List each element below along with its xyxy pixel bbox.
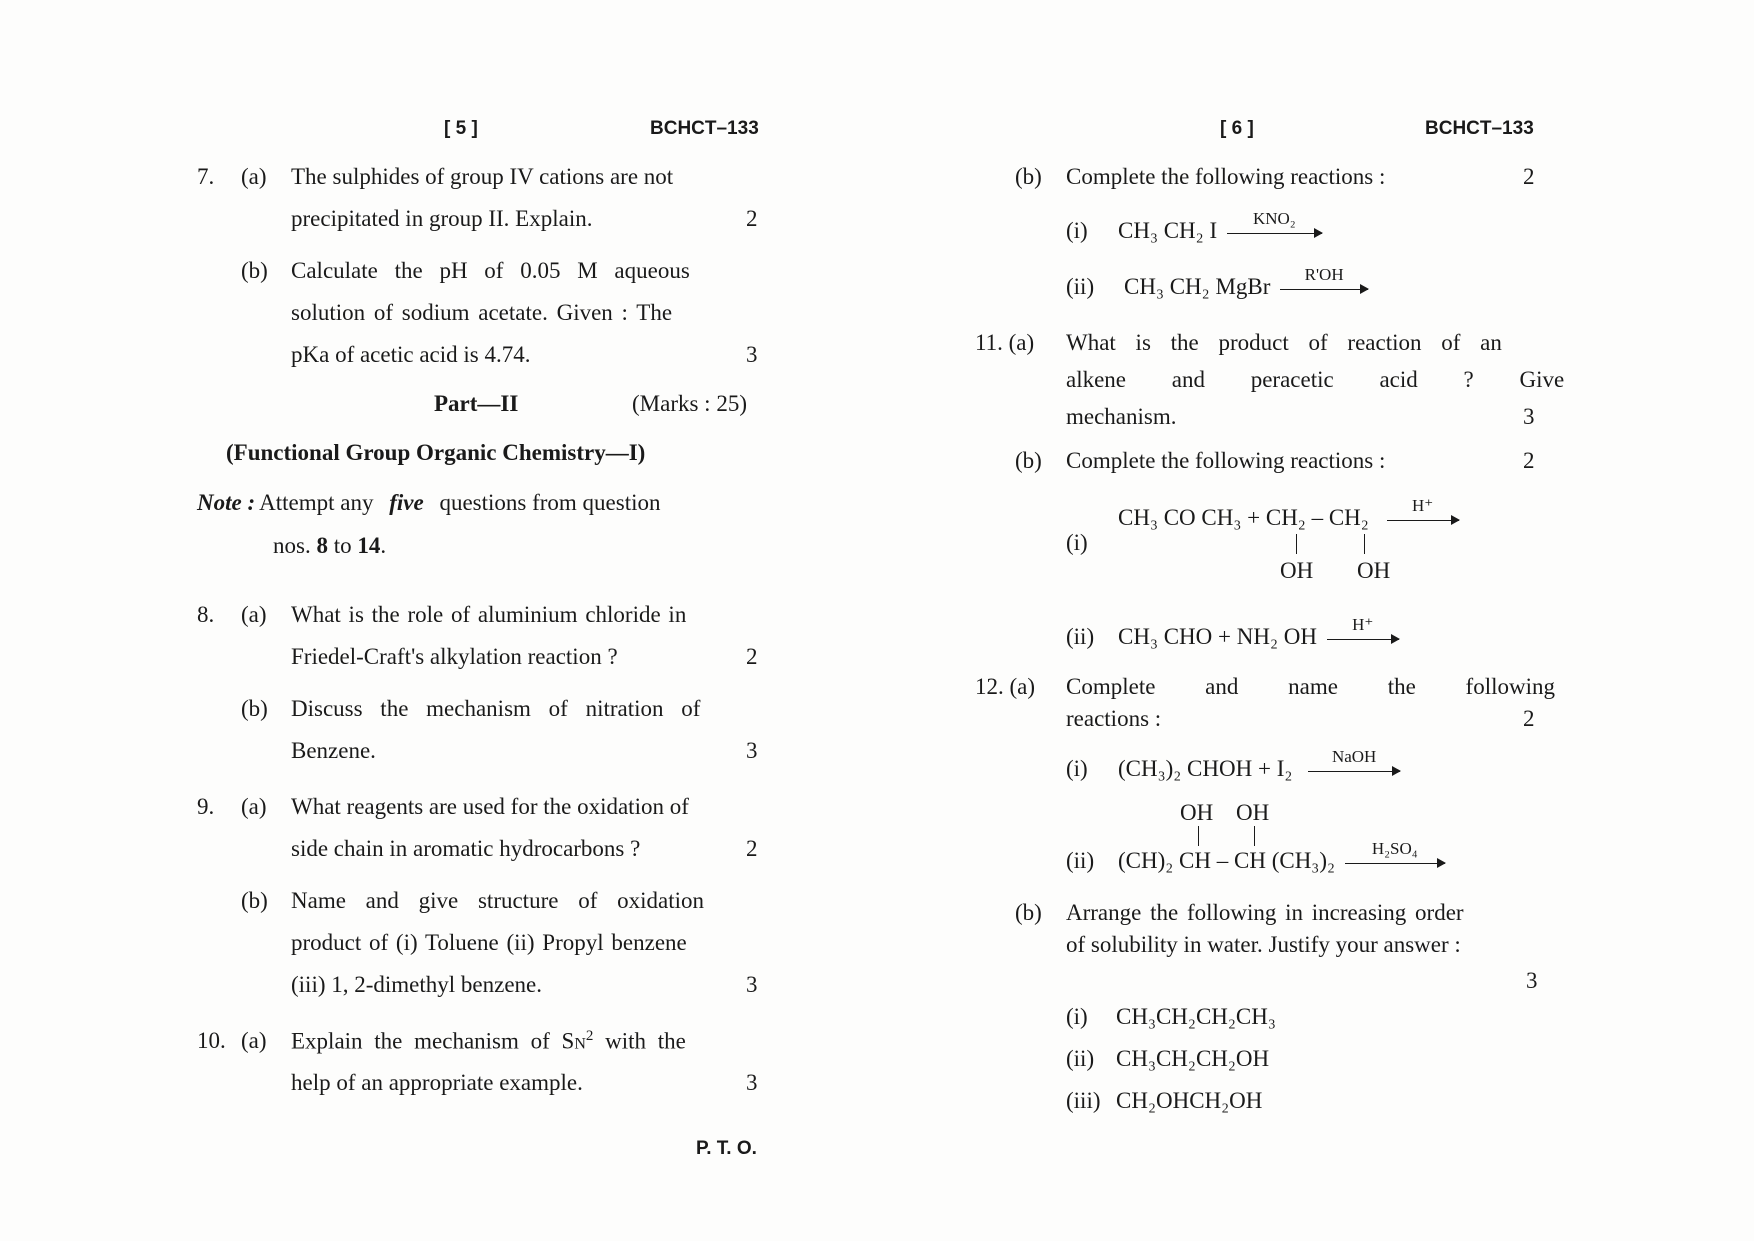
part-marks: (Marks : 25) [632, 391, 747, 416]
hydroxyl-group: OH [1357, 558, 1391, 583]
reaction [1118, 209, 1322, 244]
reaction [1118, 839, 1445, 874]
bond-line [1364, 534, 1365, 554]
sub-label: (a) [241, 794, 267, 819]
reaction [1118, 496, 1459, 531]
question-text [291, 1028, 686, 1055]
list-item: CH₃CH₂CH₂CH₃ [1116, 1004, 1276, 1029]
note-text: . [380, 533, 387, 558]
reactant-formula: (CH)₂ CH – CH (CH₃)₂ [1118, 848, 1335, 873]
question-number: 11. (a) [975, 330, 1035, 355]
marks: 2 [746, 836, 758, 861]
sub-label: (b) [1015, 164, 1042, 189]
note [197, 490, 660, 516]
page-number: [ 6 ] [1220, 118, 1254, 139]
question-text: Complete and name the following [1066, 674, 1555, 699]
sub-label: (b) [241, 258, 268, 283]
reactant-formula: CH₃ CHO + NH₂ OH [1118, 624, 1317, 649]
question-text: Complete the following reactions : [1066, 164, 1386, 189]
list-item: CH₂OHCH₂OH [1116, 1088, 1263, 1113]
note-text: Attempt any [259, 490, 374, 515]
reactant-formula: CH₃ CH₂ MgBr [1124, 274, 1271, 299]
question-text: (iii) 1, 2-dimethyl benzene. [291, 972, 543, 997]
question-text: mechanism. [1066, 404, 1177, 429]
hydroxyl-group: OH [1180, 800, 1214, 825]
note-number: 8 [316, 533, 328, 558]
sub-label: (b) [241, 888, 268, 913]
question-number: 8. [197, 602, 215, 627]
marks: 2 [746, 206, 758, 231]
question-number: 12. (a) [975, 674, 1036, 699]
note-emphasis: five [389, 490, 424, 515]
paper-code: BCHCT–133 [650, 118, 759, 139]
bond-line [1296, 534, 1297, 554]
question-text: What is the product of reaction of an [1066, 330, 1502, 355]
marks: 2 [1523, 448, 1535, 473]
reaction [1118, 747, 1400, 782]
marks: 2 [1523, 164, 1535, 189]
question-text: solution of sodium acetate. Given : The [291, 300, 673, 325]
reagent: H⁺ [1411, 496, 1434, 516]
question-text [291, 164, 765, 190]
question-text: Name and give structure of oxidation [291, 888, 704, 913]
reaction-label: (ii) [1066, 624, 1095, 649]
question-text: of solubility in water. Justify your answer : [1066, 932, 1461, 957]
marks: 2 [1523, 706, 1535, 731]
question-number: 7. [197, 164, 215, 189]
question-number: 10. [197, 1028, 226, 1053]
question-text: Friedel-Craft's alkylation reaction ? [291, 644, 618, 669]
reaction-arrow [1387, 496, 1459, 521]
marks: 3 [1523, 404, 1535, 429]
text-line: The sulphides of group IV cations are not [291, 164, 674, 189]
reagent: R'OH [1304, 265, 1344, 285]
reaction-label: (i) [1066, 756, 1088, 781]
reaction [1124, 265, 1368, 300]
sub-label: (a) [241, 602, 267, 627]
question-text: Calculate the pH of 0.05 M aqueous [291, 258, 690, 283]
arrow-shaft [1387, 520, 1459, 521]
marks: 2 [746, 644, 758, 669]
reagent: KNO₂ [1252, 209, 1296, 229]
marks: 3 [746, 342, 758, 367]
reaction-arrow [1227, 209, 1322, 234]
reaction-label: (ii) [1066, 848, 1095, 873]
arrow-shaft [1227, 233, 1322, 234]
section-heading: (Functional Group Organic Chemistry—I) [226, 440, 646, 465]
question-text: What reagents are used for the oxidation of [291, 794, 689, 819]
reagent: NaOH [1331, 747, 1377, 767]
sub-label: (b) [1015, 900, 1042, 925]
hydroxyl-group: OH [1236, 800, 1270, 825]
question-text: Discuss the mechanism of nitration of [291, 696, 701, 721]
bond-line [1254, 826, 1255, 846]
reagent: H⁺ [1352, 615, 1374, 635]
question-text: precipitated in group II. Explain. [291, 206, 593, 231]
question-text: Arrange the following in increasing order [1066, 900, 1464, 925]
page-number: [ 5 ] [444, 118, 478, 139]
arrow-shaft [1327, 639, 1399, 640]
list-item-label: (ii) [1066, 1046, 1095, 1071]
question-text: pKa of acetic acid is 4.74. [291, 342, 531, 367]
reagent: H₂SO₄ [1371, 839, 1418, 859]
text-part: with the [593, 1028, 686, 1054]
text-part: Explain the mechanism of S [291, 1028, 575, 1054]
part-heading: Part—II [434, 391, 519, 416]
list-item: CH₃CH₂CH₂OH [1116, 1046, 1270, 1071]
list-item-label: (iii) [1066, 1088, 1101, 1113]
list-item-label: (i) [1066, 1004, 1088, 1029]
note-text: to [333, 533, 352, 558]
bond-line [1198, 826, 1199, 846]
reaction-label: (i) [1066, 530, 1088, 555]
note-line-2 [273, 533, 386, 559]
marks: 3 [1526, 968, 1538, 993]
superscript: 2 [585, 1028, 594, 1044]
pto-label: P. T. O. [696, 1138, 757, 1159]
note-text: nos. [273, 533, 311, 558]
sub-label: (b) [1015, 448, 1042, 473]
reaction-label: (i) [1066, 218, 1088, 243]
question-text: What is the role of aluminium chloride in [291, 602, 687, 627]
note-text: questions from question [439, 490, 661, 515]
reaction-arrow [1308, 747, 1400, 772]
arrow-shaft [1345, 863, 1445, 864]
reaction-arrow [1327, 615, 1399, 640]
question-text: side chain in aromatic hydrocarbons ? [291, 836, 641, 861]
reaction-arrow [1345, 839, 1445, 864]
subscript: N [574, 1035, 586, 1053]
arrow-shaft [1280, 289, 1368, 290]
question-text: product of (i) Toluene (ii) Propyl benzene [291, 930, 687, 955]
reactant-formula: CH₃ CO CH₃ + CH₂ – CH₂ [1118, 505, 1369, 530]
question-text: help of an appropriate example. [291, 1070, 583, 1095]
reaction-label: (ii) [1066, 274, 1095, 299]
reaction [1118, 615, 1399, 650]
note-label: Note : [197, 490, 256, 515]
note-number: 14 [357, 533, 381, 558]
marks: 3 [746, 1070, 758, 1095]
arrow-shaft [1308, 771, 1400, 772]
marks: 3 [746, 972, 758, 997]
hydroxyl-group: OH [1280, 558, 1314, 583]
sub-label: (a) [241, 1028, 267, 1053]
paper-code: BCHCT–133 [1425, 118, 1534, 139]
question-text: Complete the following reactions : [1066, 448, 1386, 473]
reaction-arrow [1280, 265, 1368, 290]
reactant-formula: CH₃ CH₂ I [1118, 218, 1218, 243]
question-text: alkene and peracetic acid ? Give [1066, 367, 1565, 392]
marks: 3 [746, 738, 758, 763]
question-number: 9. [197, 794, 215, 819]
sub-label: (a) [241, 164, 267, 189]
sub-label: (b) [241, 696, 268, 721]
question-text: Benzene. [291, 738, 376, 763]
reactant-formula: (CH₃)₂ CHOH + I₂ [1118, 756, 1293, 781]
question-text: reactions : [1066, 706, 1162, 731]
